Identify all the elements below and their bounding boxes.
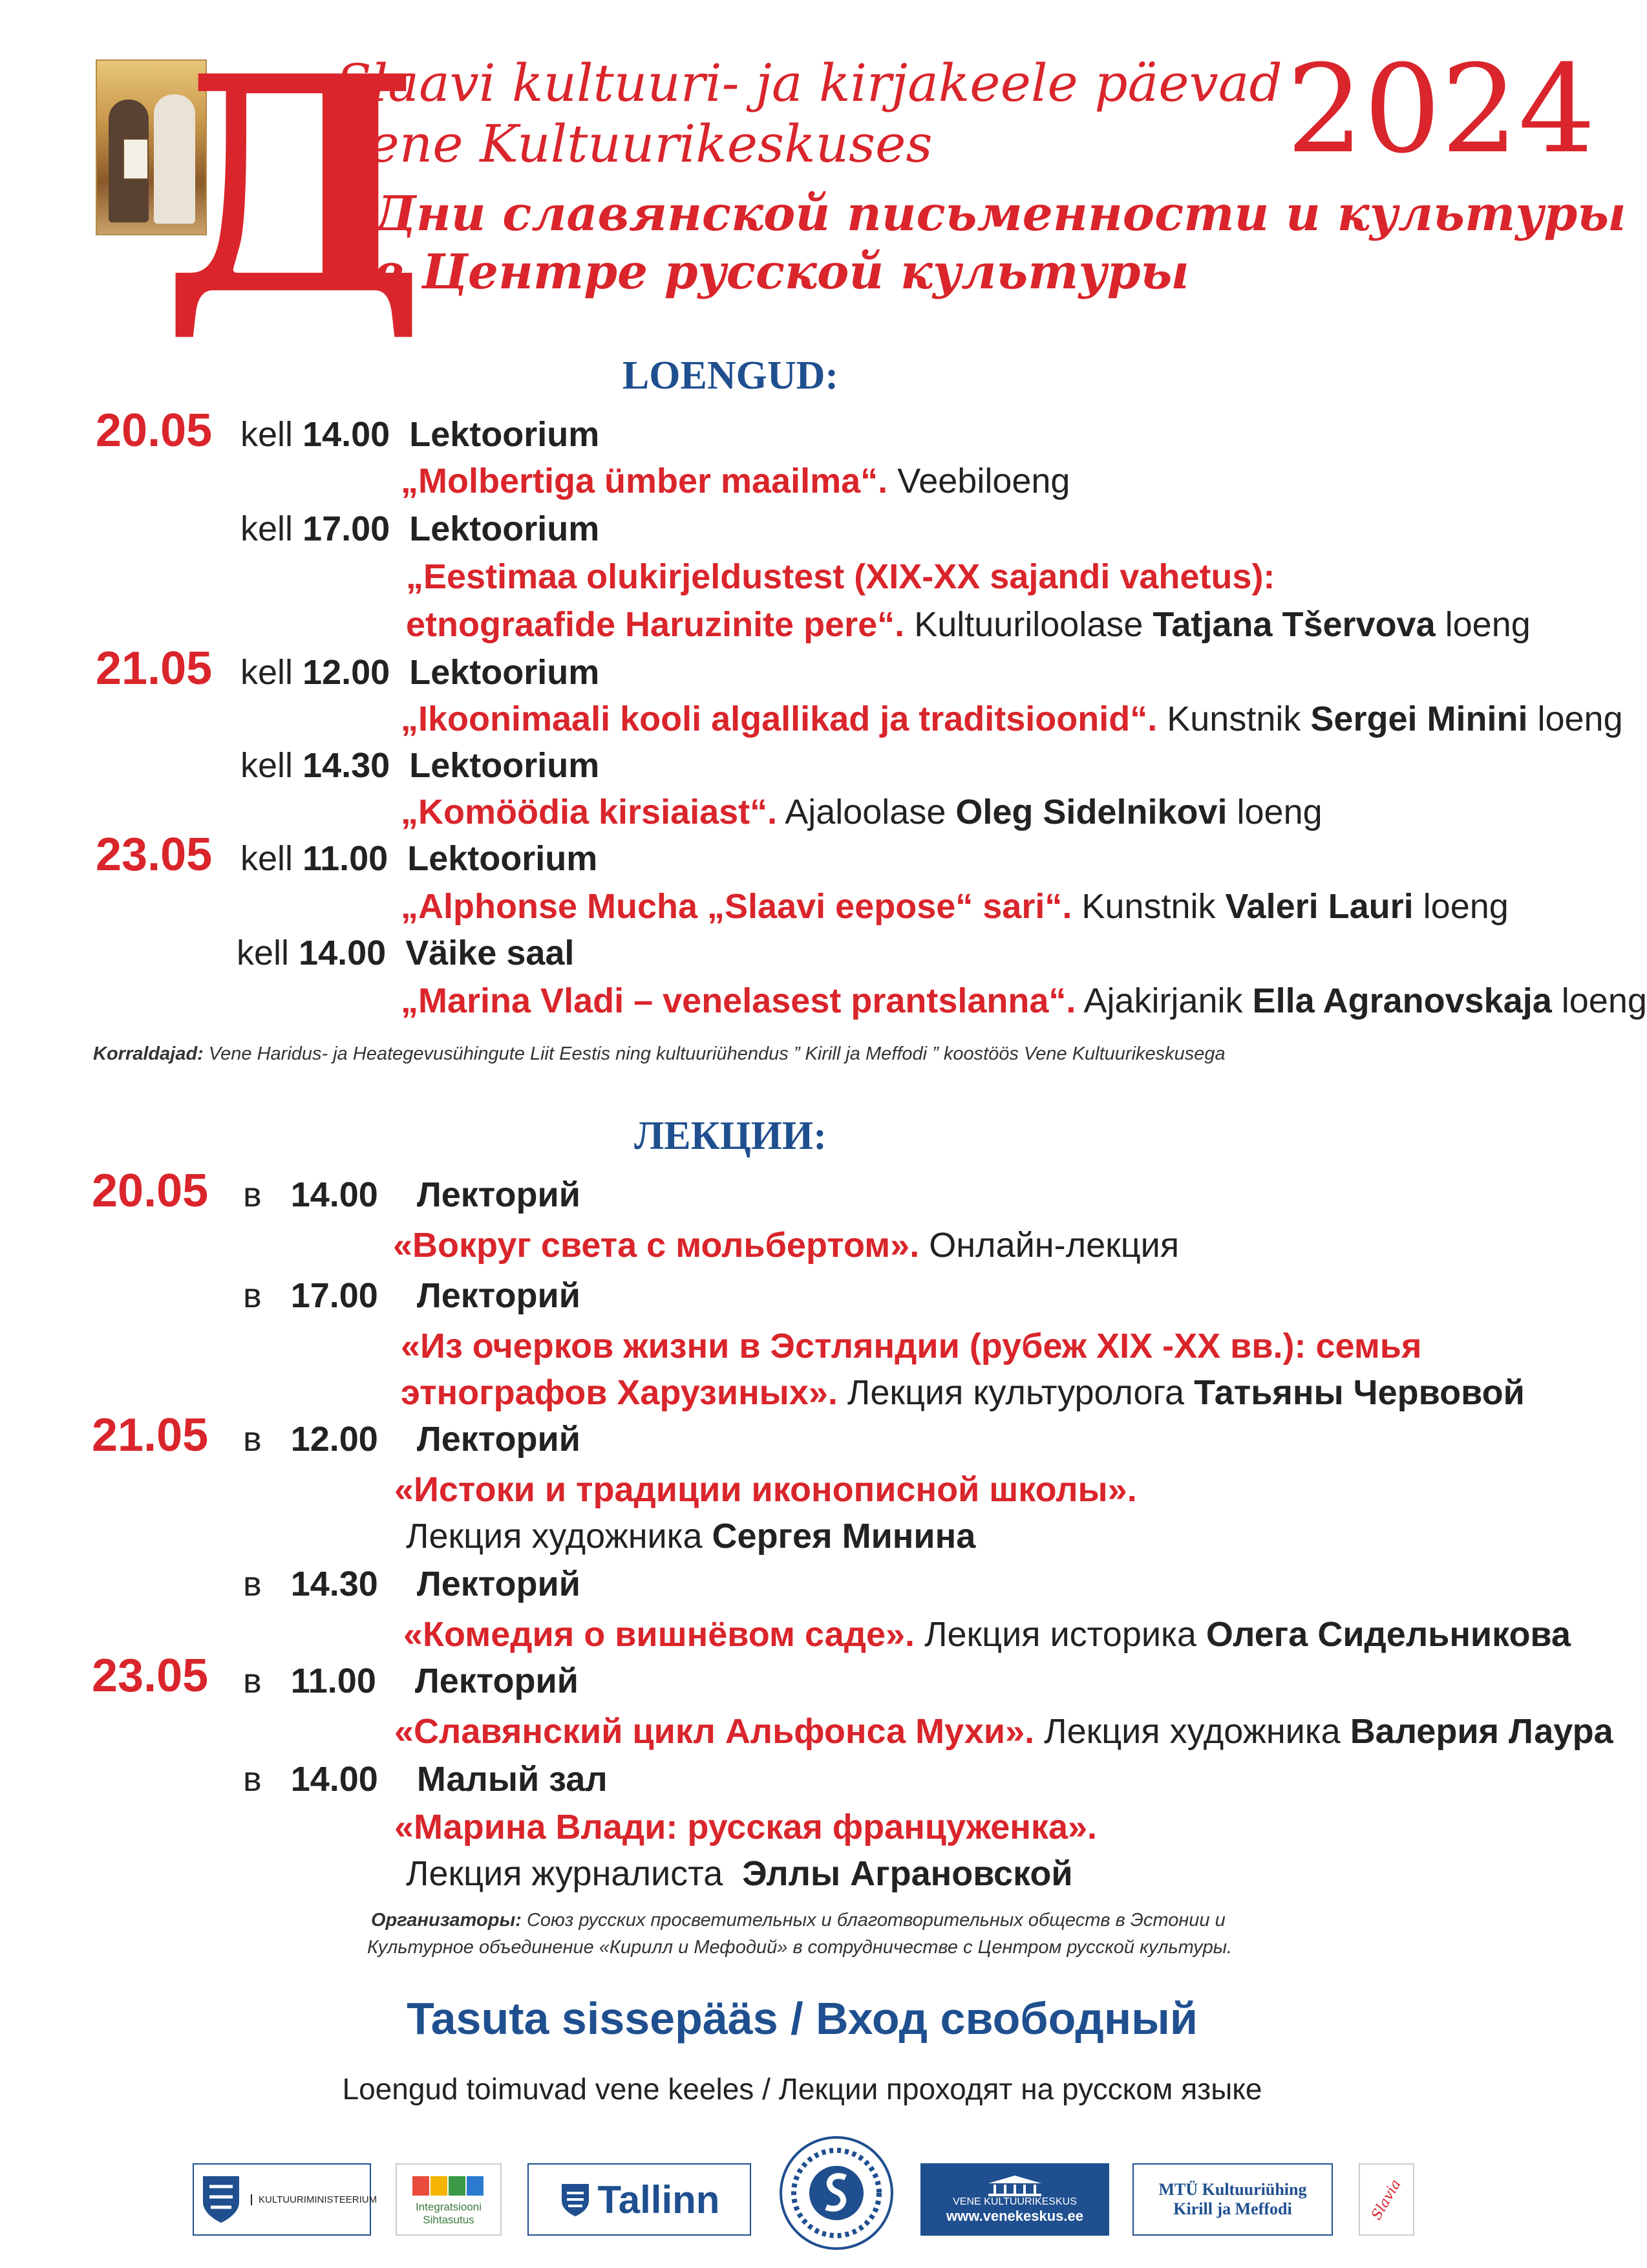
- tallinn-crest-icon: [559, 2181, 591, 2218]
- date-label: 21.05: [96, 643, 213, 694]
- free-entrance-notice: Tasuta sissepääs / Вход свободный: [407, 1993, 1198, 2044]
- header-title-et-2: Vene Kultuurikeskuses: [336, 114, 933, 174]
- event-time-row: kell 14.00 Väike saal: [237, 934, 575, 972]
- language-note: Loengud toimuvad vene keeles / Лекции проходят на русском языке: [342, 2072, 1262, 2106]
- event-time-row: в 12.00 Лекторий: [243, 1420, 580, 1459]
- event-time-row: в 11.00 Лекторий: [243, 1662, 579, 1700]
- header-title-et-1: Slaavi kultuuri- ja kirjakeele päevad: [336, 53, 1282, 113]
- section-title-loengud: LOENGUD:: [622, 354, 839, 398]
- event-description: «Комедия о вишнёвом саде». Лекция историка Олега Сидельникова: [403, 1615, 1571, 1654]
- header-title-ru-2: в Центре русской культуры: [374, 244, 1189, 300]
- event-description: „Ikoonimaali kooli algallikad ja traditsioonid“. Kunstnik Sergei Minini loeng: [401, 700, 1623, 738]
- union-seal-logo: [778, 2135, 895, 2251]
- venekeskus-logo: VENE KULTUURIKESKUS www.venekeskus.ee: [920, 2163, 1109, 2236]
- header-title-ru-1: Дни славянской письменности и культуры: [374, 186, 1626, 242]
- integration-logo: Integratsiooni Sihtasutus: [396, 2163, 502, 2236]
- slavia-logo: Slavia: [1359, 2163, 1414, 2236]
- event-description: «Вокруг света с мольбертом». Онлайн-лекция: [393, 1226, 1180, 1265]
- event-time-row: kell 17.00 Lektoorium: [240, 509, 600, 548]
- organizers-note-ru-1: Организаторы: Союз русских просветительных и благотворительных обществ в Эстонии и: [371, 1910, 1226, 1931]
- event-time-row: в 14.00 Лекторий: [243, 1175, 580, 1214]
- event-time-row: в 14.30 Лекторий: [243, 1565, 580, 1603]
- event-description: „Alphonse Mucha „Slaavi eepose“ sari“. Kunstnik Valeri Lauri loeng: [401, 887, 1509, 926]
- event-description: «Из очерков жизни в Эстляндии (рубеж XIX -XX вв.): семья: [401, 1327, 1422, 1365]
- event-time-row: в 14.00 Малый зал: [243, 1760, 608, 1799]
- seal-icon: [778, 2135, 895, 2251]
- date-label: 23.05: [92, 1650, 209, 1702]
- event-time-row: kell 12.00 Lektoorium: [240, 653, 600, 692]
- event-description: Лекция художника Сергея Минина: [406, 1517, 976, 1556]
- organizers-note-ru-2: Культурное объединение «Кирилл и Мефодий» в сотрудничестве с Центром русской культуры.: [367, 1937, 1233, 1958]
- initial-letter: Д: [162, 12, 427, 361]
- event-description: «Истоки и традиции иконописной школы».: [394, 1470, 1137, 1509]
- event-description: «Славянский цикл Альфонса Мухи». Лекция художника Валерия Лаура: [394, 1712, 1613, 1751]
- organizers-note-et: Korraldajad: Vene Haridus- ja Heategevusühingute Liit Eestis ning kultuuriühendus ” Kirill ja Meffodi ” koostöös Vene Kultuurikeskusega: [93, 1043, 1226, 1064]
- coat-of-arms-icon: [200, 2174, 242, 2225]
- event-time-row: kell 14.00 Lektoorium: [240, 415, 600, 454]
- puzzle-icon: [410, 2172, 487, 2201]
- event-description: Лекция журналиста Эллы Аграновской: [406, 1854, 1073, 1893]
- event-description: etnograafide Haruzinite pere“. Kultuuriloolase Tatjana Tšervova loeng: [406, 605, 1531, 644]
- event-description: „Eestimaa olukirjeldustest (XIX-XX sajandi vahetus):: [406, 557, 1275, 596]
- event-description: «Марина Влади: русская француженка».: [394, 1808, 1098, 1846]
- event-time-row: kell 14.30 Lektoorium: [240, 746, 600, 785]
- building-icon: [986, 2174, 1044, 2196]
- event-description: „Molbertiga ümber maailma“. Veebiloeng: [401, 462, 1070, 500]
- section-title-lekcii: ЛЕКЦИИ:: [634, 1114, 827, 1158]
- kirill-meffodi-logo: MTÜ Kultuuriühing Kirill ja Meffodi: [1132, 2163, 1333, 2236]
- header-year: 2024: [1286, 39, 1596, 180]
- date-label: 20.05: [96, 405, 213, 456]
- event-description: „Marina Vladi – venelasest prantslanna“. Ajakirjanik Ella Agranovskaja loeng: [401, 981, 1647, 1020]
- event-time-row: kell 11.00 Lektoorium: [240, 839, 598, 878]
- date-label: 20.05: [92, 1165, 209, 1217]
- ministry-logo: KULTUURIMINISTEERIUM: [193, 2163, 371, 2236]
- event-description: „Komöödia kirsiaiast“. Ajaloolase Oleg Sidelnikovi loeng: [401, 793, 1323, 831]
- date-label: 23.05: [96, 829, 213, 881]
- date-label: 21.05: [92, 1409, 209, 1461]
- event-description: этнографов Харузиных». Лекция культуролога Татьяны Червовой: [401, 1373, 1525, 1412]
- tallinn-logo: Tallinn: [527, 2163, 751, 2236]
- event-time-row: в 17.00 Лекторий: [243, 1276, 580, 1315]
